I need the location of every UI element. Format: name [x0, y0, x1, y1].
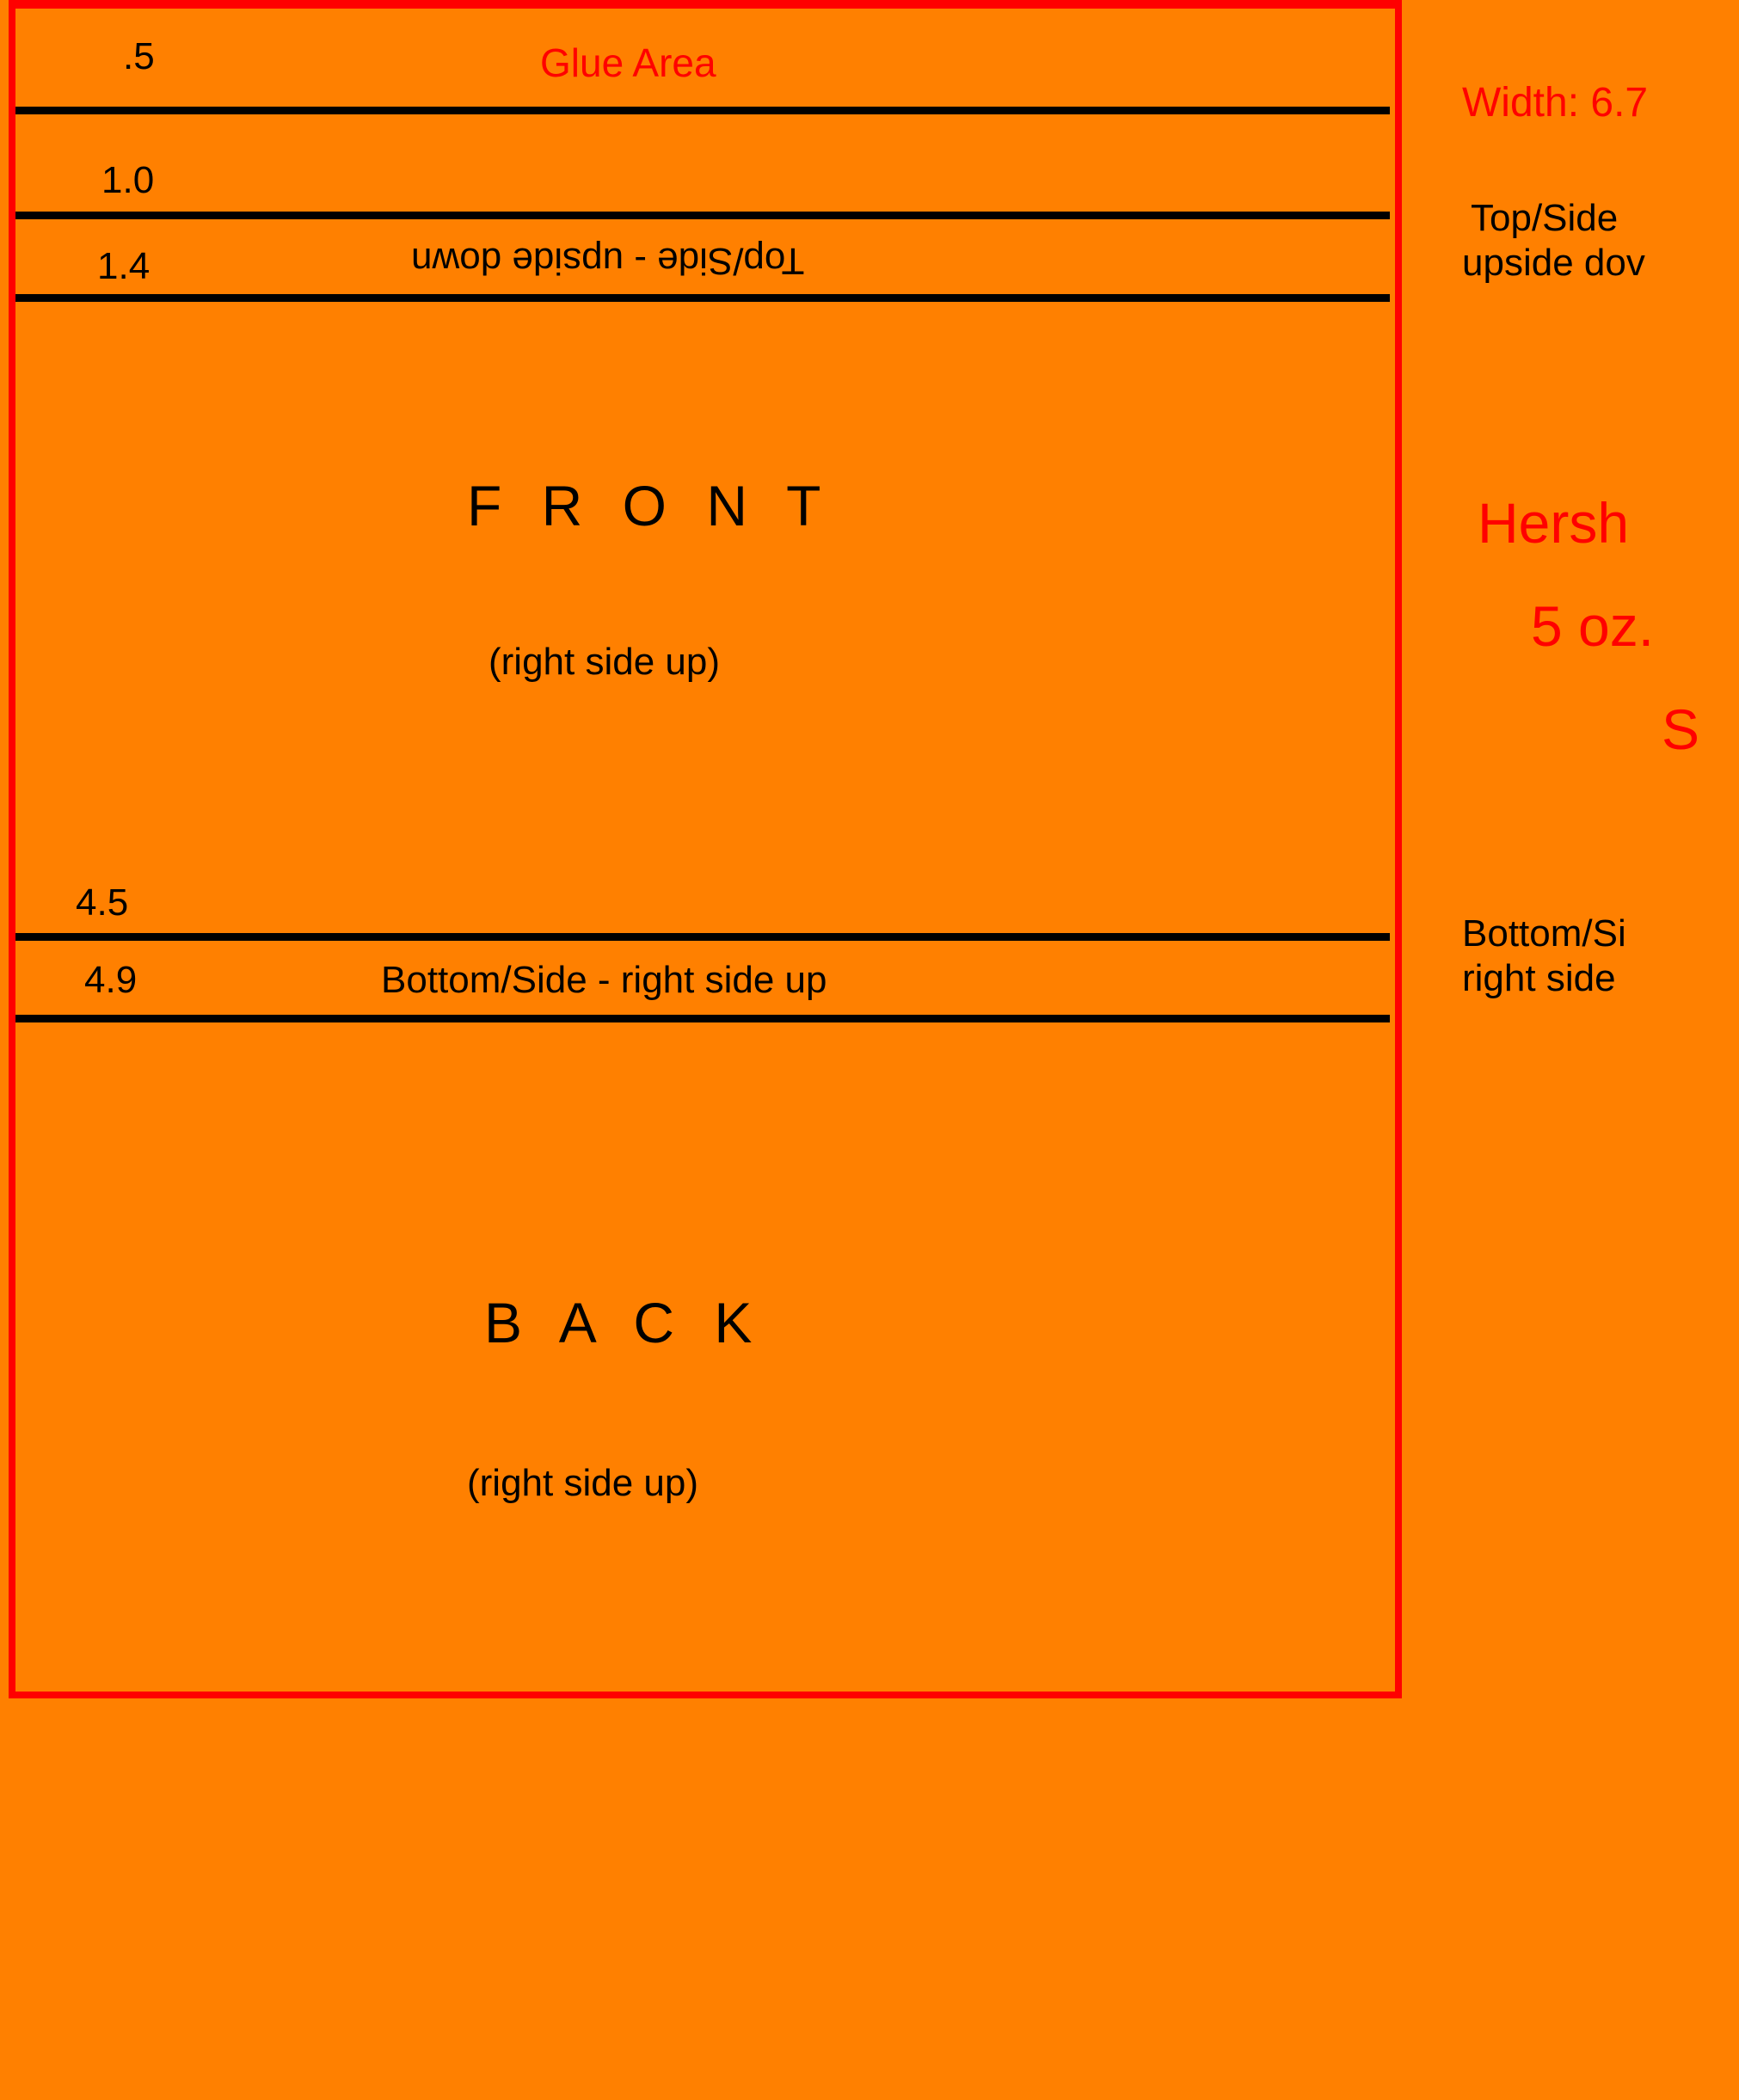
legend-bottom-side-line2: right side: [1462, 957, 1616, 999]
front-panel-title: F R O N T: [467, 474, 833, 537]
legend-bottom-side-line1: Bottom/Si: [1462, 912, 1626, 955]
back-panel-title: B A C K: [484, 1291, 765, 1354]
dimension-label-2: 1.4: [97, 245, 151, 287]
glue-area-label: Glue Area: [540, 40, 716, 85]
legend-product-line3: S: [1662, 697, 1700, 761]
legend-product-line1: Hersh: [1478, 491, 1630, 555]
legend-product-line2: 5 oz.: [1531, 594, 1655, 658]
dimension-label-3: 4.5: [76, 881, 129, 924]
fold-line-0: [15, 107, 1390, 114]
top-side-strip-label: Top/Side - upside down: [411, 240, 805, 282]
fold-line-1: [15, 212, 1390, 219]
legend-column: [1462, 0, 1739, 1204]
dimension-label-1: 1.0: [101, 159, 155, 201]
fold-line-3: [15, 933, 1390, 941]
legend-width-label: Width: 6.7: [1462, 80, 1649, 126]
bottom-side-strip-label: Bottom/Side - right side up: [381, 959, 827, 1001]
dimension-label-0: .5: [123, 35, 155, 77]
dieline-template-area: [9, 0, 1402, 1698]
back-panel-subtitle: (right side up): [467, 1462, 699, 1504]
legend-top-side-line2: upside dov: [1462, 242, 1645, 284]
fold-line-2: [15, 294, 1390, 302]
legend-top-side-line1: Top/Side: [1471, 197, 1619, 239]
fold-line-4: [15, 1015, 1390, 1022]
dimension-label-4: 4.9: [84, 959, 138, 1001]
front-panel-subtitle: (right side up): [489, 641, 721, 683]
